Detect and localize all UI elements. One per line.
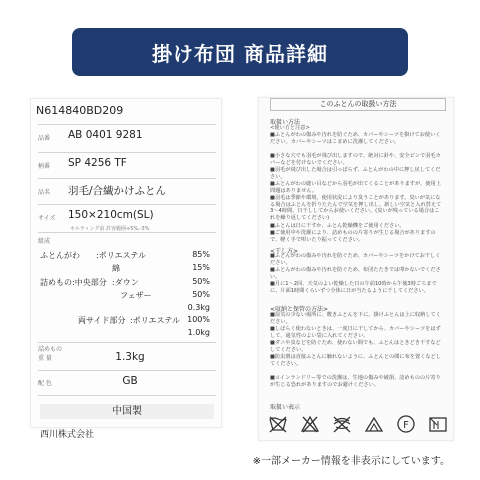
row-value: 羽毛/合繊かけふとん <box>68 185 167 197</box>
row-key: 品番 <box>38 135 51 142</box>
company-name: 西川株式会社 <box>40 430 95 440</box>
model-number: N614840BD209 <box>36 104 124 117</box>
care-line: ■月に1〜2回、天気のよい乾燥した日の午前10時から午後3時ごろまでに、片面1時間くらいずつ全体に日が当たるように干してください。 <box>270 281 437 294</box>
label-row-hinmei <box>38 178 216 200</box>
comp-pct: 100% <box>187 315 210 324</box>
row-value: SP 4256 TF <box>68 157 127 169</box>
no-tumble-dry-icon <box>364 414 384 434</box>
comp-part: 両サイド部分 <box>78 316 126 325</box>
care-line: ■ふとんは日に干すか、ふとん乾燥機をご使用ください。 <box>270 223 405 229</box>
page-banner: 掛け布団 商品詳細 <box>72 28 408 76</box>
care-section-head: <収納と保管の方法> <box>270 306 329 313</box>
care-line: ■湿気の少ない場所に、敷きふとんを下に、掛けふとんは上に収納してください。 <box>270 312 441 325</box>
care-line: ■防虫剤は直接ふとんに触れないように、ふとんとの間に布を置くなどしてください。 <box>270 354 441 367</box>
care-symbols-head: 取扱い表示 <box>270 404 301 411</box>
divider <box>38 342 216 343</box>
comp-pct: 85% <box>192 250 210 259</box>
care-line: ■コインランドリー等での洗濯は、生地の傷みや破損、詰めものの片寄りが生じる恐れがありますのでお避けください。 <box>270 375 441 388</box>
composition-label: 組成 <box>38 238 51 245</box>
care-section-head: <干し方> <box>270 248 299 255</box>
care-line: <使い方と注意> <box>270 125 310 131</box>
color-value: GB <box>122 375 138 387</box>
comp-part: ふとんがわ <box>40 251 80 260</box>
comp-pct: 0.3kg <box>187 303 210 312</box>
weight-value: 1.3kg <box>115 351 145 363</box>
shade-dry-icon <box>428 414 448 434</box>
care-line: ■ふとんがわの傷みや汚れを防ぐため、カバーやシーツを掛けてお使いください。カバーやシーツはこまめに洗濯してください。 <box>270 132 441 145</box>
care-line: ■しばらく使わないときは、一度日に干してから、カバーやシーツをはずして、通気性のよい袋に入れてください。 <box>270 326 441 339</box>
care-section-head: 取扱い方法 <box>270 119 301 126</box>
comp-material: 綿 <box>112 264 120 273</box>
made-in: 中国製 <box>40 404 214 419</box>
label-row-garaban <box>38 152 216 174</box>
care-title: このふとんの取扱い方法 <box>270 98 446 111</box>
care-line: ■ふとんがわの傷みや汚れを防ぐため、布団たたきでは叩かないでください。 <box>270 267 441 280</box>
comp-material: フェザー <box>120 291 152 300</box>
comp-material: :ダウン <box>112 278 139 287</box>
row-value: 150×210cm(SL) <box>68 209 154 221</box>
no-wash-icon <box>268 414 288 434</box>
no-bleach-icon <box>300 414 320 434</box>
comp-pct: 50% <box>192 277 210 286</box>
care-symbols-row <box>268 413 448 435</box>
care-line: ■羽毛が飛び出した場合は引っぱらず、ふとんがわの中に押し戻してください。 <box>270 167 441 180</box>
footnote: ※一部メーカー情報を非表示にしています。 <box>252 456 450 467</box>
care-line: ■小さな穴でも羽毛が飛び出しますので、絶対に針や、安全ピンで羽毛カバーなどを付けないでください。 <box>270 153 441 166</box>
no-iron-icon <box>396 414 416 434</box>
comp-part: 詰めもの:中央部分 <box>40 278 107 287</box>
care-line: ■羽毛は季節や環境、使用状況により臭うことがあります。臭いが気になる場合はふとんを折りたたんで空気を押し出し、新しい空気と入れ替えて3〜4時間、日干ししてからお使いください。(臭いが残っている場合はこれを繰り返してください) <box>270 195 442 222</box>
care-line: ■ふとんがわの縫い目などから羽毛が出てくることがありますが、使用上問題はありません。 <box>270 181 441 194</box>
row-key: サイズ <box>38 215 56 222</box>
label-row-hinban <box>38 124 216 146</box>
color-key: 配 色 <box>38 380 52 387</box>
comp-pct: 15% <box>192 263 210 272</box>
comp-material: :ポリエステル <box>96 251 146 260</box>
svg-text:F: F <box>403 420 409 431</box>
divider <box>38 232 216 233</box>
comp-material: :ポリエステル <box>130 316 180 325</box>
comp-pct: 50% <box>192 290 210 299</box>
care-line: ■ダニや虫などを防ぐため、使わない間でも、ふとんはときどき干すなどしてください。 <box>270 340 441 353</box>
care-line: ■ふとんがわの傷みや汚れを防ぐため、カバーやシーツをかけてお干しください。 <box>270 253 441 266</box>
weight-key-2: 重 量 <box>38 355 52 362</box>
dry-clean-petroleum-icon <box>332 414 352 434</box>
row-value: AB 0401 9281 <box>68 129 143 141</box>
weight-key-1: 詰めもの <box>38 346 63 353</box>
divider <box>38 370 216 371</box>
row-key: 品名 <box>38 189 51 196</box>
divider <box>38 395 216 396</box>
care-line: ■ご使用中や洗濯により、詰めものの片寄りが生じる場合がありますので、軽く手で叩いたり振ってください。 <box>270 230 436 243</box>
size-note: キルティング前 許容範囲+5%,-3% <box>70 226 150 232</box>
row-key: 柄番 <box>38 163 51 170</box>
comp-pct: 1.0kg <box>187 328 210 337</box>
